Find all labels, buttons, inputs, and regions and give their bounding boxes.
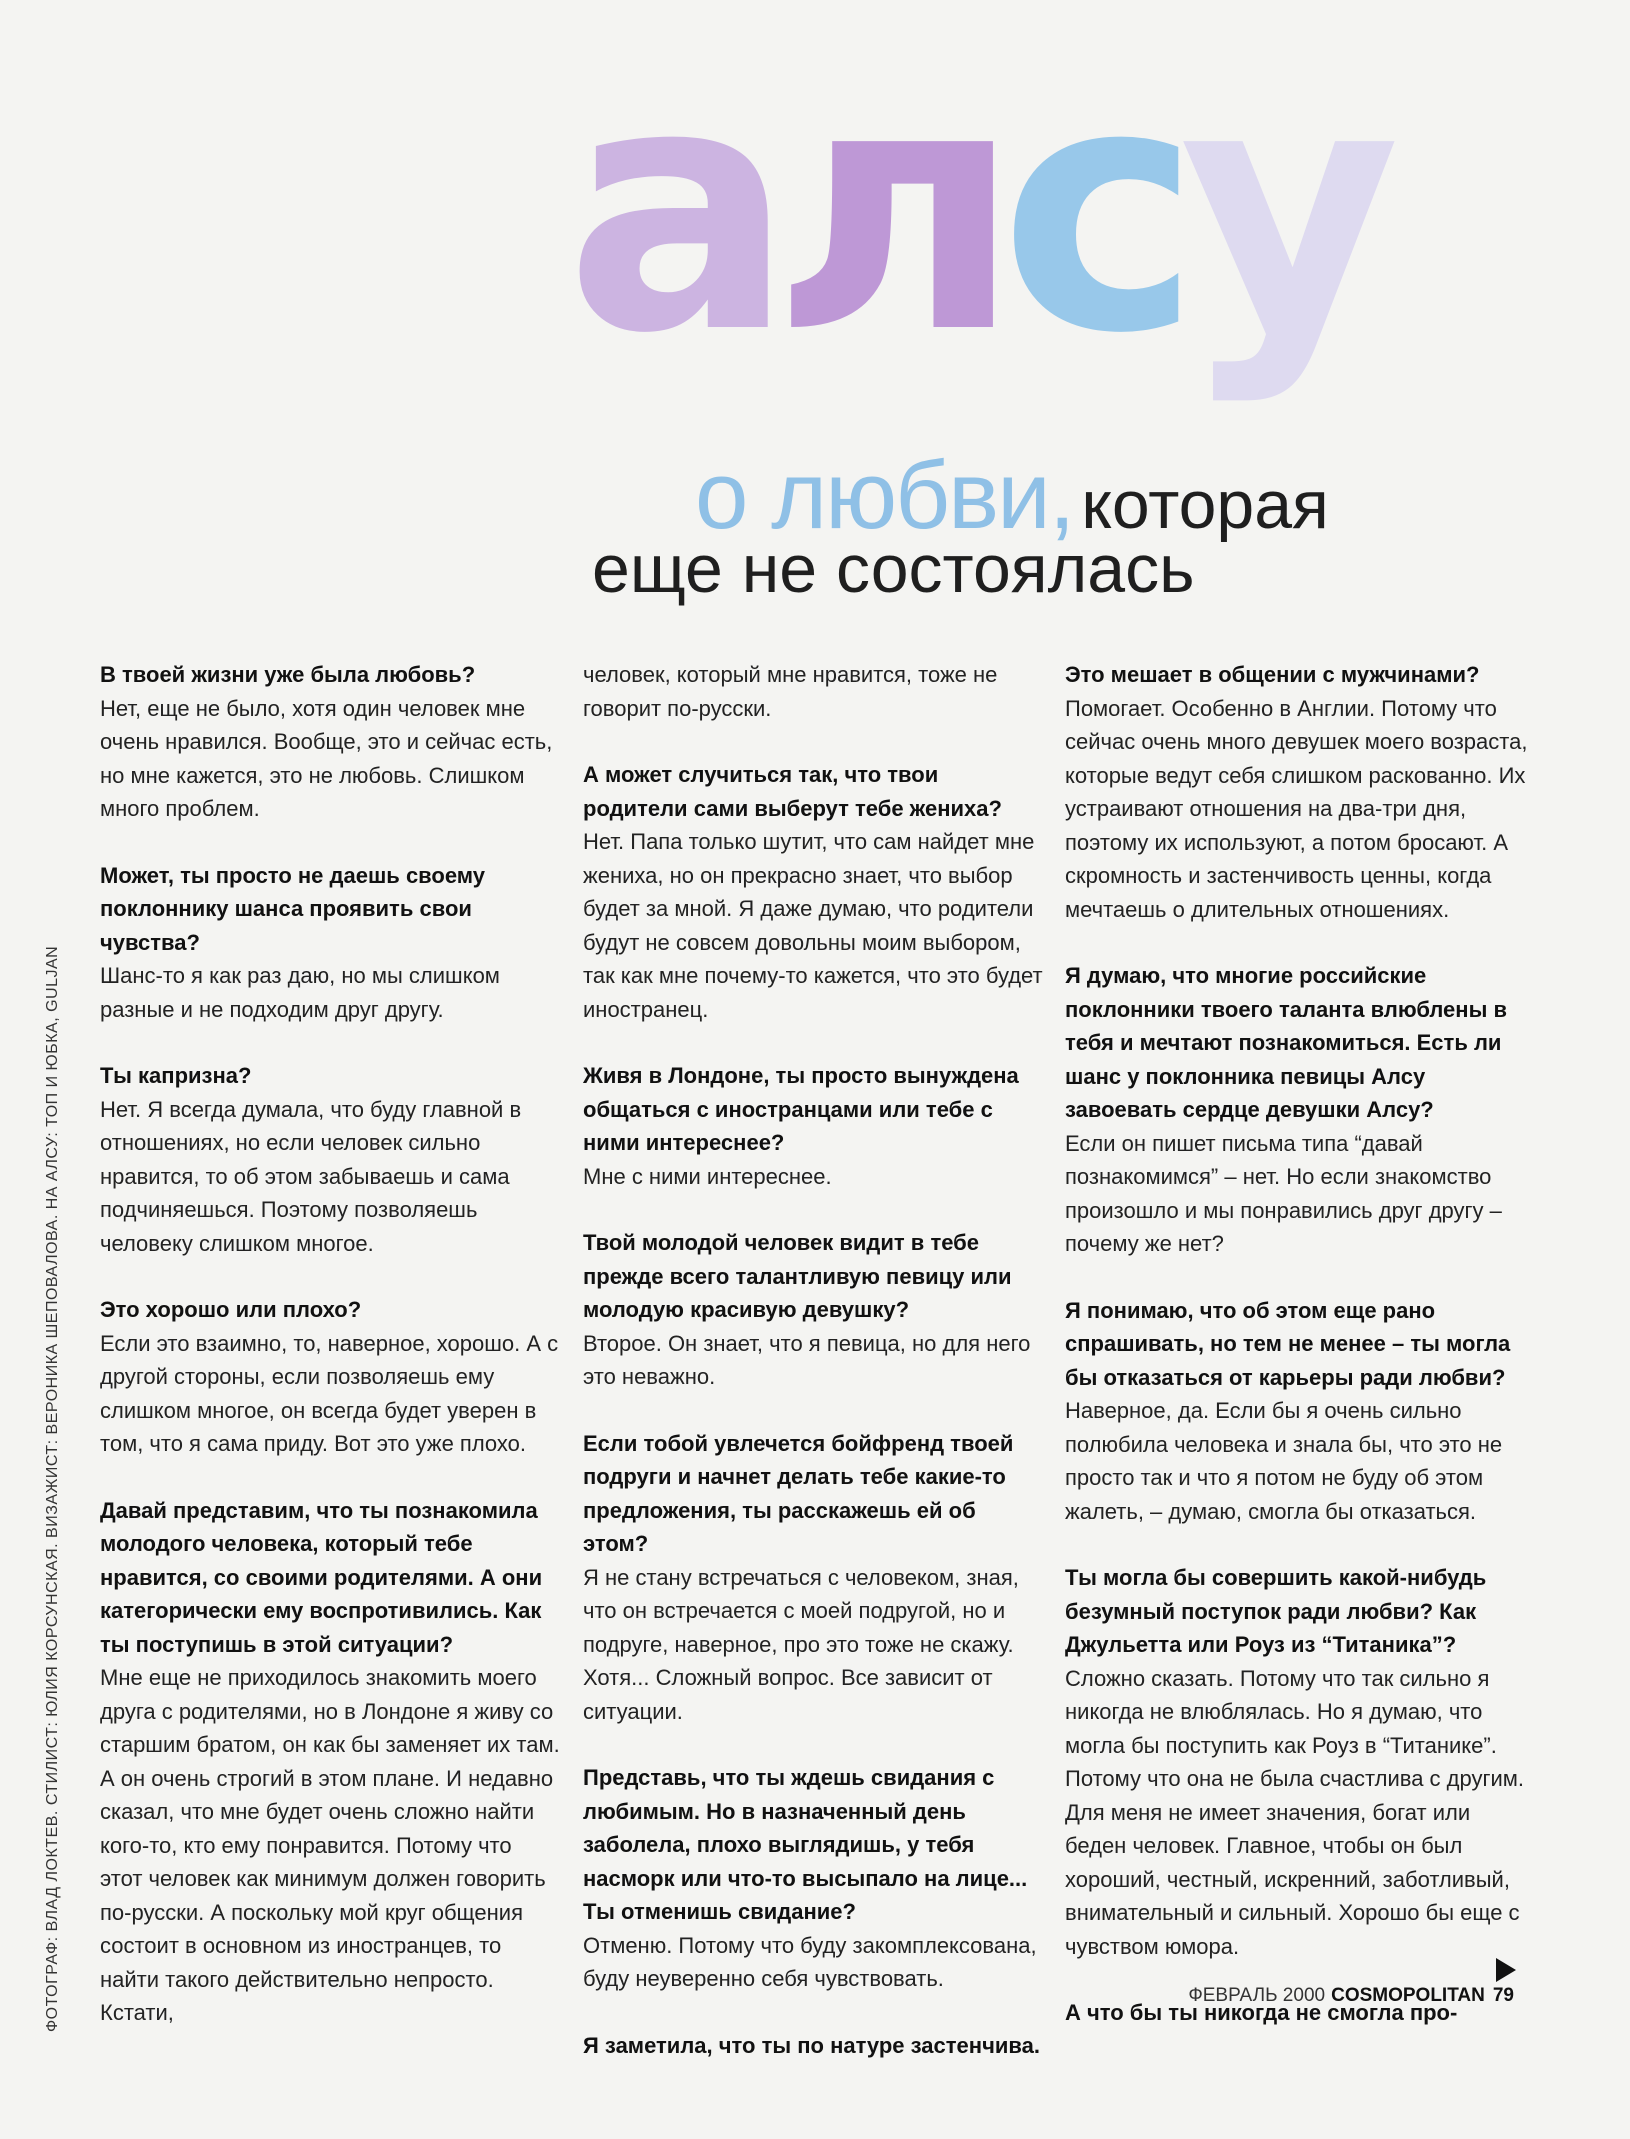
qa-block [100, 1293, 560, 1461]
question: В твоей жизни уже была любовь? [100, 662, 476, 687]
answer: Наверное, да. Если бы я очень сильно полюбила человека и знала бы, что это не просто так и что я потом не буду об этом жалеть, – думаю, смогла бы отказаться. [1065, 1398, 1503, 1524]
answer: Если он пишет письма типа “давай познакомимся” – нет. Но если знакомство произошло и мы понравились друг другу – почему же нет? [1065, 1130, 1502, 1256]
answer: Шанс-то я как раз даю, но мы слишком разные и не подходим друг другу. [100, 963, 500, 1022]
qa-block [100, 1494, 560, 2030]
qa-block [583, 1059, 1043, 1193]
qa-block [583, 658, 1043, 725]
question: Ты могла бы совершить какой-нибудь безумный поступок ради любви? Как Джульетта или Роуз из “Титаника”? [1065, 1565, 1487, 1657]
question: Я думаю, что многие российские поклонники твоего таланта влюблены в тебя и мечтают познакомиться. Есть ли шанс у поклонника певицы Алсу завоевать сердце девушки Алсу? [1065, 963, 1507, 1122]
page-number: 79 [1492, 1985, 1514, 2006]
answer: Отменю. Потому что буду закомплексована, буду неуверенно себя чувствовать. [583, 1932, 1037, 1991]
answer: Нет, еще не было, хотя один человек мне очень нравился. Вообще, это и сейчас есть, но мне кажется, это не любовь. Слишком много проблем. [100, 695, 553, 821]
question: Это мешает в общении с мужчинами? [1065, 662, 1480, 687]
page-footer [1188, 1985, 1514, 2007]
answer: Помогает. Особенно в Англии. Потому что сейчас очень много девушек моего возраста, которые ведут себя слишком раскованно. Их устраивают отношения на два-три дня, поэтому их используют, а потом бросают. А скромность и застенчивость ценны, когда мечтаешь о длительных отношениях. [1065, 695, 1528, 922]
headline-letter-a: а [565, 12, 773, 408]
answer: Мне с ними интереснее. [583, 1163, 832, 1189]
question: Может, ты просто не даешь своему поклоннику шанса проявить свои чувства? [100, 862, 486, 955]
answer: Нет. Папа только шутит, что сам найдет мне жениха, но он прекрасно знает, что выбор будет за мной. Я даже думаю, что родители будут не совсем довольны моим выбором, так как мне почему-то кажется, что это будет иностранец. [583, 829, 1043, 1022]
answer: Мне еще не приходилось знакомить моего друга с родителями, но в Лондоне я живу со старшим братом, он как бы заменяет их там. А он очень строгий в этом плане. И недавно сказал, что мне будет очень сложно найти кого-то, кто ему понравится. Потому что этот человек как минимум должен говорить по-русски. А поскольку мой круг общения состоит в основном из иностранцев, то найти такого действительно непросто. Кстати, [100, 1665, 560, 2025]
qa-block [583, 2029, 1043, 2063]
article-column-1 [100, 658, 560, 2063]
question: А что бы ты никогда не смогла про- [1065, 2000, 1458, 2025]
qa-block [100, 859, 560, 1027]
question: А может случиться так, что твои родители сами выберут тебе жениха? [583, 762, 1002, 821]
issue-date: ФЕВРАЛЬ 2000 [1188, 1985, 1326, 2006]
qa-block [583, 1226, 1043, 1394]
qa-block [583, 1427, 1043, 1729]
headline-letter-l: л [772, 12, 1000, 408]
qa-block [1065, 1294, 1535, 1529]
answer: человек, который мне нравится, тоже не говорит по-русски. [583, 662, 998, 721]
question: Это хорошо или плохо? [100, 1297, 362, 1322]
subtitle-rest: которая [1081, 467, 1329, 543]
continue-arrow-icon [1496, 1958, 1516, 1982]
question: Давай представим, что ты познакомила молодого человека, который тебе нравится, со своими родителями. А они категорически ему воспротивились. Как ты поступишь в этой ситуации? [100, 1497, 543, 1657]
question: Живя в Лондоне, ты просто вынуждена общаться с иностранцами или тебе с ними интереснее? [583, 1063, 1019, 1155]
article-column-2 [583, 658, 1043, 2095]
article-column-3 [1065, 658, 1535, 2063]
qa-block [100, 1059, 560, 1260]
subtitle-line-1 [695, 442, 1329, 549]
subtitle-line-2: еще не состоялась [592, 531, 1195, 607]
question: Я понимаю, что об этом еще рано спрашивать, но тем не менее – ты могла бы отказаться от карьеры ради любви? [1065, 1297, 1511, 1390]
subtitle-accent: о любви, [695, 442, 1074, 549]
photo-credits: ФОТОГРАФ: ВЛАД ЛОКТЕВ. СТИЛИСТ: ЮЛИЯ КОРСУНСКАЯ. ВИЗАЖИСТ: ВЕРОНИКА ШЕПОВАЛОВА. НА АЛСУ: ТОП И ЮБКА, GULJAN [44, 945, 61, 2032]
qa-block [583, 758, 1043, 1026]
headline-alsu [565, 12, 1379, 408]
answer: Я не стану встречаться с человеком, зная, что он встречается с моей подругой, но и подруге, наверное, про это тоже не скажу. Хотя... Сложный вопрос. Все зависит от ситуации. [583, 1564, 1019, 1724]
question: Твой молодой человек видит в тебе прежде всего талантливую певицу или молодую красивую девушку? [583, 1230, 1012, 1322]
question: Я заметила, что ты по натуре застенчива. [583, 2032, 1040, 2058]
question: Ты капризна? [100, 1063, 252, 1088]
qa-block [1065, 959, 1535, 1261]
question: Если тобой увлечется бойфренд твоей подруги и начнет делать тебе какие-то предложения, ты расскажешь ей об этом? [583, 1430, 1014, 1556]
question: Представь, что ты ждешь свидания с любимым. Но в назначенный день заболела, плохо выглядишь, у тебя насморк или что-то высыпало на лице... Ты отменишь свидание? [583, 1765, 1028, 1924]
answer: Второе. Он знает, что я певица, но для него это неважно. [583, 1330, 1031, 1389]
answer: Сложно сказать. Потому что так сильно я никогда не влюблялась. Но я думаю, что могла бы поступить как Роуз в “Титанике”. Потому что она не была счастлива с другим. Для меня не имеет значения, богат или беден человек. Главное, чтобы он был хороший, честный, искренний, заботливый, внимательный и сильный. Хорошо бы еще с чувством юмора. [1065, 1665, 1525, 1959]
qa-block [583, 1761, 1043, 1996]
headline-letter-s: с [999, 12, 1180, 408]
answer: Нет. Я всегда думала, что буду главной в отношениях, но если человек сильно нравится, то об этом забываешь и сама подчиняешься. Поэтому позволяешь человеку слишком многое. [100, 1096, 522, 1256]
magazine-name: COSMOPOLITAN [1331, 1985, 1485, 2006]
qa-block [1065, 1561, 1535, 1963]
headline-letter-u: у [1179, 12, 1379, 408]
qa-block [100, 658, 560, 826]
answer: Если это взаимно, то, наверное, хорошо. А с другой стороны, если позволяешь ему слишком многое, он всегда будет уверен в том, что я сама приду. Вот это уже плохо. [100, 1330, 559, 1456]
qa-block [1065, 658, 1535, 926]
